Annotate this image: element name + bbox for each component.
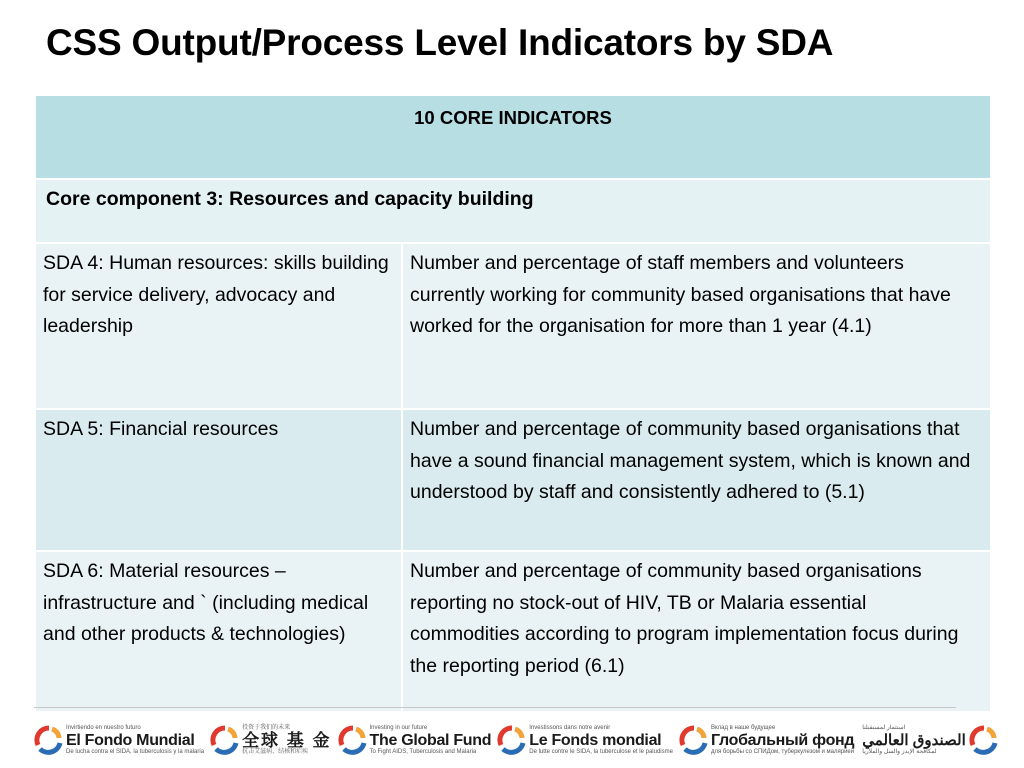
table-header-row — [35, 95, 991, 179]
indicator-cell: Number and percentage of community based organisations that have a sound financial management system, which is known and understood by staff and consistently adhered to (5.1) — [402, 409, 991, 551]
logo-tagline: Investing in our future — [369, 724, 428, 731]
logo-tagline: Вклад в наше будущее — [710, 724, 776, 731]
global-fund-swirl-icon — [679, 725, 709, 755]
logo-tagline: Invirtiendo en nuestro futuro — [66, 724, 141, 731]
logo-arabic — [860, 725, 998, 756]
global-fund-swirl-icon — [210, 725, 240, 755]
logo-english — [338, 725, 492, 756]
global-fund-swirl-icon — [969, 725, 999, 755]
sda-cell: SDA 6: Material resources – infrastructure and ` (including medical and other products & technologies) — [35, 551, 402, 712]
global-fund-swirl-icon — [497, 725, 527, 755]
global-fund-swirl-icon — [338, 725, 368, 755]
logo-spanish — [34, 725, 204, 756]
global-fund-swirl-icon — [34, 725, 64, 755]
table-row — [35, 243, 991, 409]
logo-brand: Глобальный фонд — [710, 731, 855, 749]
logo-sub: 抗击艾滋病、结核和疟疾 — [242, 748, 309, 755]
indicators-table — [34, 94, 992, 713]
global-fund-logo-strip — [34, 718, 970, 762]
indicator-cell: Number and percentage of staff members and volunteers currently working for community based organisations that have worked for the organisation for more than 1 year (4.1) — [402, 243, 991, 409]
logo-brand: The Global Fund — [369, 731, 492, 749]
logo-french — [497, 725, 673, 756]
logo-sub: для борьбы со СПИДом, туберкулезом и малярией — [710, 748, 855, 755]
logo-sub: De lucha contra el SIDA, la tuberculosis y la malaria — [66, 748, 205, 755]
logo-sub: To Fight AIDS, Tuberculosis and Malaria — [369, 748, 477, 755]
logo-russian — [679, 725, 854, 756]
sda-cell: SDA 4: Human resources: skills building for service delivery, advocacy and leadership — [35, 243, 402, 409]
sda-cell: SDA 5: Financial resources — [35, 409, 402, 551]
slide-title: CSS Output/Process Level Indicators by SDA — [46, 22, 834, 63]
logo-brand: El Fondo Mundial — [66, 731, 195, 749]
logo-brand: 全球 基 金 — [242, 730, 332, 750]
logo-brand: Le Fonds mondial — [529, 731, 662, 749]
logo-brand: الصندوق العالمي — [862, 731, 966, 749]
component-row — [35, 179, 991, 243]
logo-tagline: Investissons dans notre avenir — [529, 724, 611, 731]
core-component-label: Core component 3: Resources and capacity building — [46, 188, 534, 210]
logo-tagline: استثمار لمستقبلنا — [862, 724, 906, 731]
footer-divider — [34, 707, 956, 708]
component-cell — [35, 179, 991, 243]
table-row — [35, 551, 991, 712]
logo-sub: لمكافحة الإيدز والسل والملاريا — [862, 748, 937, 755]
logo-chinese — [210, 725, 331, 756]
table-header-cell — [35, 95, 991, 179]
table-row — [35, 409, 991, 551]
logo-sub: De lutte contre le SIDA, la tuberculose et le paludisme — [529, 748, 673, 755]
core-indicators-heading: 10 CORE INDICATORS — [414, 107, 612, 128]
logo-tagline: 投资于我们的未来 — [242, 724, 291, 731]
indicator-cell: Number and percentage of community based organisations reporting no stock-out of HIV, TB or Malaria essential commodities according to program implementation focus during the reporting period (6.1) — [402, 551, 991, 712]
